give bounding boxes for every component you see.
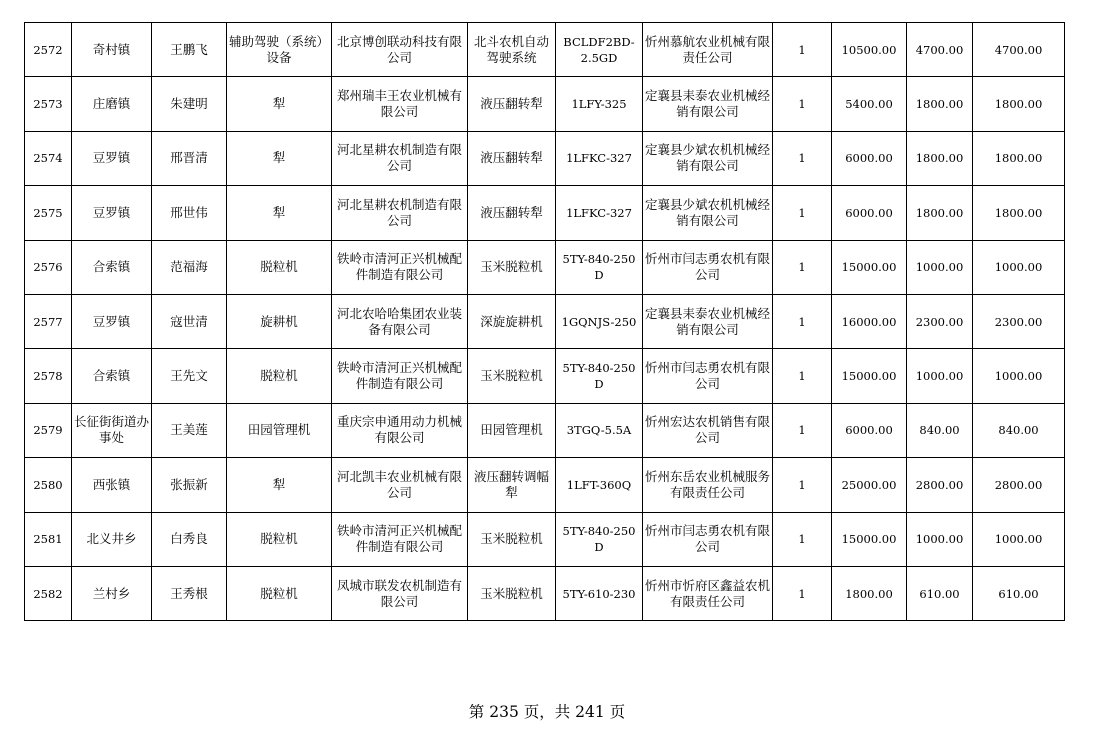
page-number: 第 235 页，共 241 页 <box>468 703 626 721</box>
cell-manufacturer: 铁岭市清河正兴机械配件制造有限公司 <box>332 240 468 294</box>
cell-town: 庄磨镇 <box>72 77 152 131</box>
cell-quantity: 1 <box>773 240 832 294</box>
cell-quantity: 1 <box>773 403 832 457</box>
cell-total-subsidy: 2300.00 <box>973 294 1065 348</box>
table-row <box>25 458 1065 512</box>
cell-sale-price: 15000.00 <box>832 349 907 403</box>
cell-manufacturer: 河北星耕农机制造有限公司 <box>332 186 468 240</box>
cell-model: 1LFKC-327 <box>556 131 643 185</box>
cell-buyer-name: 朱建明 <box>152 77 227 131</box>
cell-model: 1LFT-360Q <box>556 458 643 512</box>
cell-subsidy-amount: 610.00 <box>907 566 973 620</box>
cell-product-name: 玉米脱粒机 <box>468 349 556 403</box>
cell-product-name: 液压翻转犁 <box>468 77 556 131</box>
cell-product-name: 玉米脱粒机 <box>468 512 556 566</box>
table-row <box>25 186 1065 240</box>
cell-serial-number: 2575 <box>25 186 72 240</box>
cell-model: 5TY-840-250D <box>556 512 643 566</box>
cell-dealer: 定襄县少斌农机机械经销有限公司 <box>643 131 773 185</box>
cell-sale-price: 6000.00 <box>832 403 907 457</box>
cell-buyer-name: 范福海 <box>152 240 227 294</box>
cell-total-subsidy: 840.00 <box>973 403 1065 457</box>
cell-machine-category: 旋耕机 <box>227 294 332 348</box>
cell-town: 长征街街道办事处 <box>72 403 152 457</box>
cell-dealer: 忻州市闫志勇农机有限公司 <box>643 512 773 566</box>
cell-machine-category: 辅助驾驶（系统）设备 <box>227 23 332 77</box>
cell-model: 1LFKC-327 <box>556 186 643 240</box>
cell-serial-number: 2582 <box>25 566 72 620</box>
cell-sale-price: 5400.00 <box>832 77 907 131</box>
cell-product-name: 液压翻转调幅犁 <box>468 458 556 512</box>
cell-buyer-name: 邢世伟 <box>152 186 227 240</box>
cell-total-subsidy: 1800.00 <box>973 131 1065 185</box>
cell-total-subsidy: 1800.00 <box>973 186 1065 240</box>
cell-serial-number: 2579 <box>25 403 72 457</box>
cell-town: 合索镇 <box>72 349 152 403</box>
cell-model: 1GQNJS-250 <box>556 294 643 348</box>
cell-machine-category: 脱粒机 <box>227 512 332 566</box>
cell-town: 奇村镇 <box>72 23 152 77</box>
cell-buyer-name: 王先文 <box>152 349 227 403</box>
cell-town: 北义井乡 <box>72 512 152 566</box>
cell-manufacturer: 铁岭市清河正兴机械配件制造有限公司 <box>332 349 468 403</box>
table-row <box>25 512 1065 566</box>
cell-subsidy-amount: 1000.00 <box>907 349 973 403</box>
cell-sale-price: 16000.00 <box>832 294 907 348</box>
cell-quantity: 1 <box>773 458 832 512</box>
cell-dealer: 忻州慕航农业机械有限责任公司 <box>643 23 773 77</box>
cell-buyer-name: 寇世清 <box>152 294 227 348</box>
cell-quantity: 1 <box>773 77 832 131</box>
cell-model: 3TGQ-5.5A <box>556 403 643 457</box>
table-row <box>25 77 1065 131</box>
cell-serial-number: 2576 <box>25 240 72 294</box>
cell-serial-number: 2581 <box>25 512 72 566</box>
cell-machine-category: 犁 <box>227 458 332 512</box>
cell-buyer-name: 张振新 <box>152 458 227 512</box>
cell-machine-category: 犁 <box>227 186 332 240</box>
cell-buyer-name: 王鹏飞 <box>152 23 227 77</box>
cell-machine-category: 脱粒机 <box>227 349 332 403</box>
cell-product-name: 液压翻转犁 <box>468 186 556 240</box>
cell-town: 豆罗镇 <box>72 131 152 185</box>
cell-subsidy-amount: 2800.00 <box>907 458 973 512</box>
cell-serial-number: 2578 <box>25 349 72 403</box>
cell-total-subsidy: 4700.00 <box>973 23 1065 77</box>
cell-manufacturer: 北京博创联动科技有限公司 <box>332 23 468 77</box>
table-row <box>25 240 1065 294</box>
cell-quantity: 1 <box>773 131 832 185</box>
cell-quantity: 1 <box>773 23 832 77</box>
cell-total-subsidy: 1000.00 <box>973 512 1065 566</box>
cell-model: 1LFY-325 <box>556 77 643 131</box>
cell-subsidy-amount: 2300.00 <box>907 294 973 348</box>
cell-total-subsidy: 1000.00 <box>973 349 1065 403</box>
cell-total-subsidy: 1800.00 <box>973 77 1065 131</box>
cell-manufacturer: 郑州瑞丰王农业机械有限公司 <box>332 77 468 131</box>
cell-manufacturer: 铁岭市清河正兴机械配件制造有限公司 <box>332 512 468 566</box>
cell-dealer: 定襄县耒泰农业机械经销有限公司 <box>643 294 773 348</box>
table-row <box>25 294 1065 348</box>
cell-subsidy-amount: 1800.00 <box>907 131 973 185</box>
table-row <box>25 566 1065 620</box>
cell-dealer: 忻州东岳农业机械服务有限责任公司 <box>643 458 773 512</box>
cell-product-name: 玉米脱粒机 <box>468 566 556 620</box>
cell-sale-price: 15000.00 <box>832 240 907 294</box>
cell-serial-number: 2573 <box>25 77 72 131</box>
cell-town: 豆罗镇 <box>72 186 152 240</box>
cell-town: 兰村乡 <box>72 566 152 620</box>
cell-town: 西张镇 <box>72 458 152 512</box>
table-body <box>25 23 1065 621</box>
cell-model: 5TY-840-250D <box>556 349 643 403</box>
cell-manufacturer: 重庆宗申通用动力机械有限公司 <box>332 403 468 457</box>
cell-product-name: 北斗农机自动驾驶系统 <box>468 23 556 77</box>
cell-dealer: 忻州宏达农机销售有限公司 <box>643 403 773 457</box>
cell-town: 合索镇 <box>72 240 152 294</box>
cell-serial-number: 2577 <box>25 294 72 348</box>
cell-machine-category: 脱粒机 <box>227 240 332 294</box>
cell-model: 5TY-840-250D <box>556 240 643 294</box>
cell-quantity: 1 <box>773 349 832 403</box>
cell-buyer-name: 白秀良 <box>152 512 227 566</box>
table-row <box>25 403 1065 457</box>
cell-manufacturer: 河北凯丰农业机械有限公司 <box>332 458 468 512</box>
cell-subsidy-amount: 1800.00 <box>907 77 973 131</box>
cell-manufacturer: 河北星耕农机制造有限公司 <box>332 131 468 185</box>
cell-serial-number: 2580 <box>25 458 72 512</box>
cell-subsidy-amount: 840.00 <box>907 403 973 457</box>
cell-machine-category: 犁 <box>227 77 332 131</box>
cell-quantity: 1 <box>773 512 832 566</box>
cell-sale-price: 15000.00 <box>832 512 907 566</box>
cell-sale-price: 1800.00 <box>832 566 907 620</box>
cell-buyer-name: 王秀根 <box>152 566 227 620</box>
cell-sale-price: 25000.00 <box>832 458 907 512</box>
cell-total-subsidy: 1000.00 <box>973 240 1065 294</box>
cell-machine-category: 犁 <box>227 131 332 185</box>
cell-dealer: 定襄县少斌农机机械经销有限公司 <box>643 186 773 240</box>
cell-sale-price: 10500.00 <box>832 23 907 77</box>
cell-model: 5TY-610-230 <box>556 566 643 620</box>
cell-product-name: 深旋旋耕机 <box>468 294 556 348</box>
cell-dealer: 忻州市忻府区鑫益农机有限责任公司 <box>643 566 773 620</box>
cell-quantity: 1 <box>773 566 832 620</box>
cell-machine-category: 脱粒机 <box>227 566 332 620</box>
cell-subsidy-amount: 1800.00 <box>907 186 973 240</box>
cell-total-subsidy: 2800.00 <box>973 458 1065 512</box>
table-row <box>25 23 1065 77</box>
cell-dealer: 忻州市闫志勇农机有限公司 <box>643 240 773 294</box>
cell-town: 豆罗镇 <box>72 294 152 348</box>
cell-quantity: 1 <box>773 186 832 240</box>
cell-product-name: 玉米脱粒机 <box>468 240 556 294</box>
subsidy-table <box>24 22 1065 621</box>
cell-total-subsidy: 610.00 <box>973 566 1065 620</box>
cell-sale-price: 6000.00 <box>832 131 907 185</box>
cell-subsidy-amount: 4700.00 <box>907 23 973 77</box>
cell-serial-number: 2574 <box>25 131 72 185</box>
cell-product-name: 液压翻转犁 <box>468 131 556 185</box>
cell-manufacturer: 河北农哈哈集团农业装备有限公司 <box>332 294 468 348</box>
cell-serial-number: 2572 <box>25 23 72 77</box>
table-row <box>25 131 1065 185</box>
cell-manufacturer: 凤城市联发农机制造有限公司 <box>332 566 468 620</box>
cell-buyer-name: 邢晋清 <box>152 131 227 185</box>
cell-dealer: 定襄县耒泰农业机械经销有限公司 <box>643 77 773 131</box>
cell-product-name: 田园管理机 <box>468 403 556 457</box>
cell-sale-price: 6000.00 <box>832 186 907 240</box>
cell-dealer: 忻州市闫志勇农机有限公司 <box>643 349 773 403</box>
table-row <box>25 349 1065 403</box>
cell-machine-category: 田园管理机 <box>227 403 332 457</box>
cell-model: BCLDF2BD-2.5GD <box>556 23 643 77</box>
cell-subsidy-amount: 1000.00 <box>907 240 973 294</box>
cell-subsidy-amount: 1000.00 <box>907 512 973 566</box>
cell-buyer-name: 王美莲 <box>152 403 227 457</box>
cell-quantity: 1 <box>773 294 832 348</box>
